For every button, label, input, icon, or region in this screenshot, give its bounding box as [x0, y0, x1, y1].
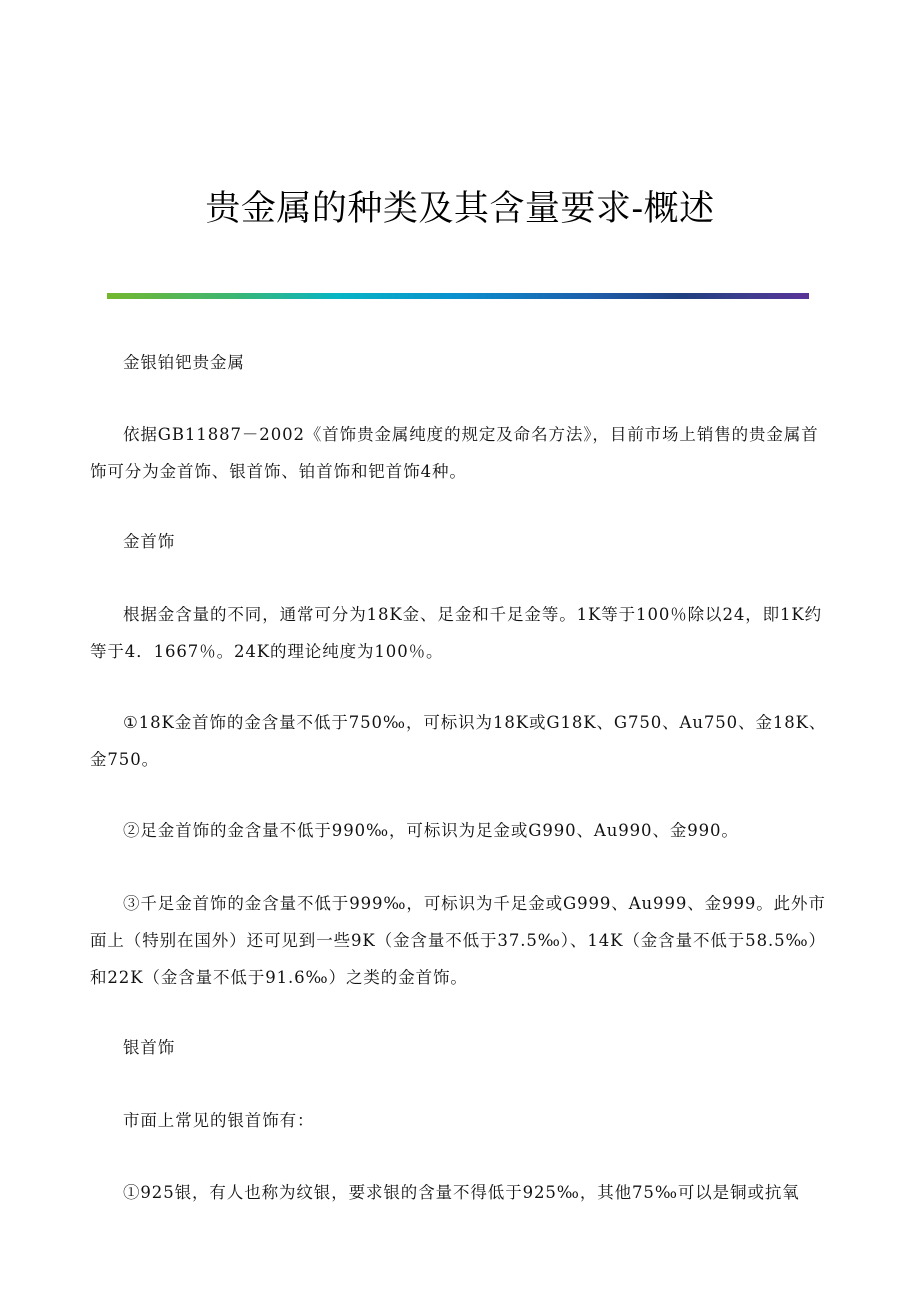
paragraph-gold-990: ②足金首饰的金含量不低于990‰，可标识为足金或G990、Au990、金990。 — [123, 821, 739, 840]
paragraph-silver-common: 市面上常见的银首饰有： — [123, 1111, 315, 1130]
paragraph-standard-intro: 依据GB11887－2002《首饰贵金属纯度的规定及命名方法》，目前市场上销售的贵金属首饰可分为金首饰、银首饰、铂首饰和钯首饰4种。 — [90, 425, 819, 481]
paragraph-gold-999: ③千足金首饰的金含量不低于999‰，可标识为千足金或G999、Au999、金999。此外市面上（特别在国外）还可见到一些9K（金含量不低于37.5‰）、14K（金含量不低于58.5‰）和22K（金含量不低于91.6‰）之类的金首饰。 — [90, 894, 826, 987]
paragraph-silver-925: ①925银，有人也称为纹银，要求银的含量不得低于925‰，其他75‰可以是铜或抗氧 — [123, 1183, 800, 1202]
document-title: 贵金属的种类及其含量要求-概述 — [205, 189, 715, 229]
paragraph-gold-karat: 根据金含量的不同，通常可分为18K金、足金和千足金等。1K等于100％除以24，即1K约等于4．1667％。24K的理论纯度为100％。 — [90, 605, 823, 661]
paragraph-heading-silver: 银首饰 — [123, 1038, 176, 1057]
paragraph-heading-precious-metals: 金银铂钯贵金属 — [123, 353, 245, 372]
gradient-divider — [107, 293, 809, 299]
paragraph-heading-gold: 金首饰 — [123, 532, 176, 551]
paragraph-gold-18k: ①18K金首饰的金含量不低于750‰，可标识为18K或G18K、G750、Au750、金18K、金750。 — [90, 713, 827, 769]
